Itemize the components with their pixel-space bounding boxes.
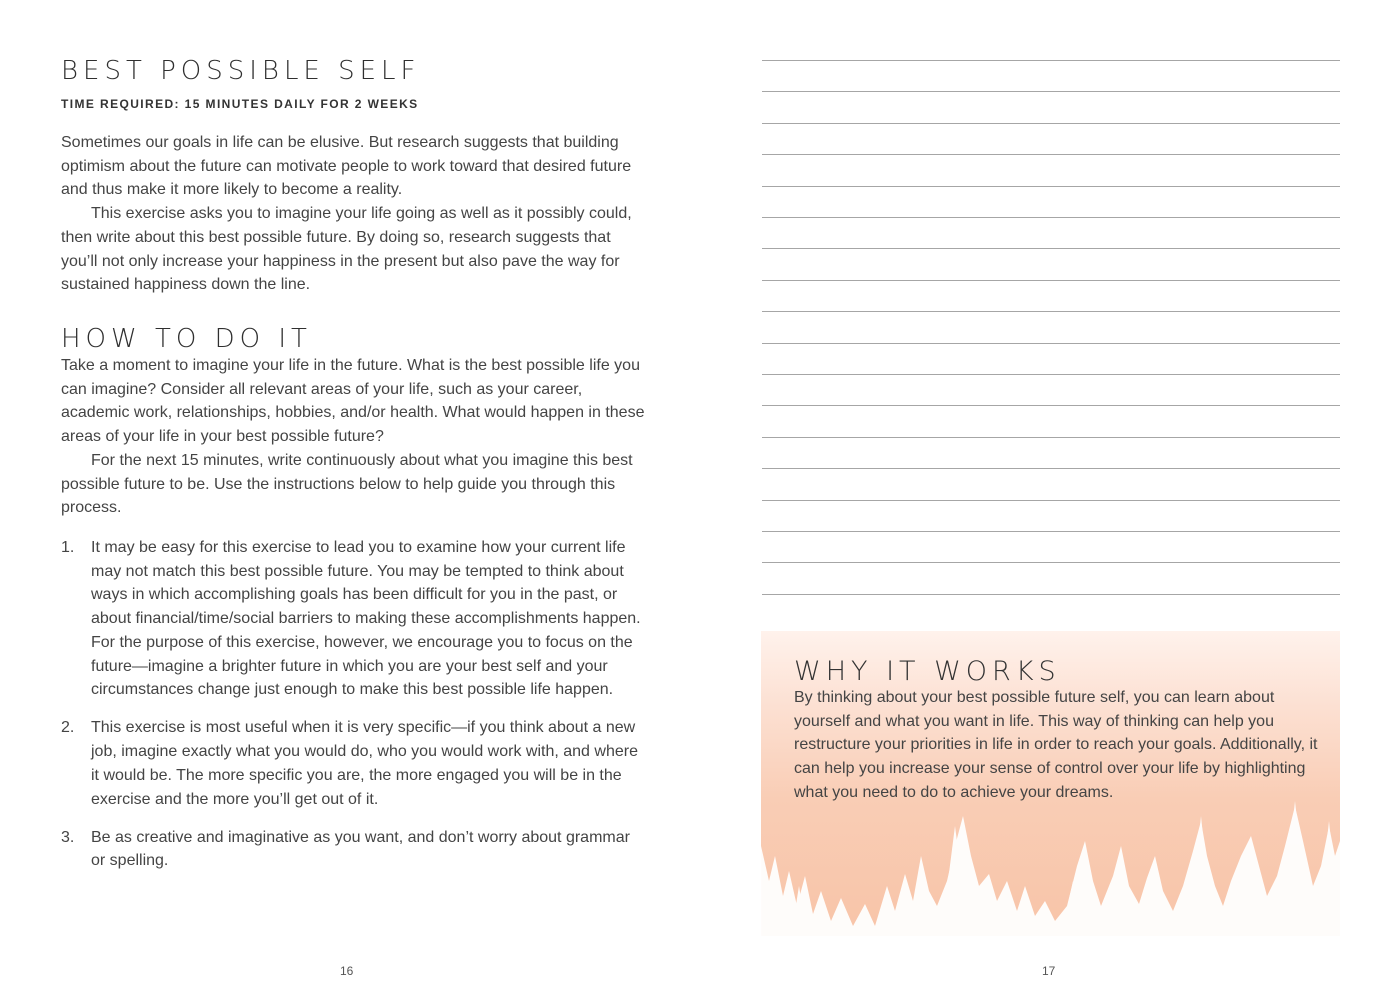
step-text: This exercise is most useful when it is very specific—if you think about a new job, imagine exactly what you would do, who you would work with, and where it would be. The more specific you are, the more engaged you will be in the exercise and the more you’ll get out of it. (91, 719, 638, 808)
step-number: 2. (61, 719, 75, 737)
intro-section (61, 131, 646, 297)
writing-line (762, 280, 1340, 281)
step-text: It may be easy for this exercise to lead you to examine how your current life may not match this best possible future. You may be tempted to think about ways in which accomplishing goals has been difficult for you in the past, or about financial/time/social barriers to making these accomplishments happen. For the purpose of this exercise, however, we encourage you to focus on the future—imagine a brighter future in which you are your best self and your circumstances change just enough to make this best possible life happen. (91, 539, 641, 699)
writing-line (762, 468, 1340, 469)
page-title: BEST POSSIBLE SELF (61, 56, 421, 86)
writing-line (762, 60, 1340, 61)
page-number-right: 17 (1042, 964, 1056, 978)
steps-list (61, 536, 646, 888)
writing-line (762, 594, 1340, 595)
writing-line (762, 123, 1340, 124)
why-it-works-heading: WHY IT WORKS (794, 656, 1061, 687)
writing-line (762, 343, 1340, 344)
writing-line (762, 531, 1340, 532)
writing-line (762, 405, 1340, 406)
writing-line (762, 562, 1340, 563)
writing-line (762, 437, 1340, 438)
list-item (61, 536, 646, 702)
time-required: TIME REQUIRED: 15 MINUTES DAILY FOR 2 WEEKS (61, 97, 419, 111)
intro-paragraph-2: This exercise asks you to imagine your life going as well as it possibly could, then write about this best possible future. By doing so, research suggests that you’ll not only increase your happiness in the present but also pave the way for sustained happiness down the line. (61, 205, 632, 294)
writing-line (762, 154, 1340, 155)
list-item (61, 826, 646, 873)
intro-paragraph-1: Sometimes our goals in life can be elusive. But research suggests that building optimism about the future can motivate people to work toward that desired future and thus make it more likely to become a reality. (61, 134, 632, 199)
writing-line (762, 374, 1340, 375)
list-item (61, 716, 646, 811)
writing-line (762, 91, 1340, 92)
step-number: 1. (61, 539, 75, 556)
how-paragraph-2: For the next 15 minutes, write continuously about what you imagine this best possible future to be. Use the instructions below to help guide you through this process. (61, 451, 633, 517)
writing-line (762, 311, 1340, 312)
writing-line (762, 186, 1340, 187)
why-it-works-text: By thinking about your best possible future self, you can learn about yourself and what you want in life. This way of thinking can help you restructure your priorities in life in order to reach your goals. Additionally, it can help you increase your sense of control over your life by highlighting what you need to do to achieve your dreams. (794, 689, 1318, 801)
writing-line (762, 500, 1340, 501)
why-it-works-box (761, 631, 1340, 936)
writing-line (762, 217, 1340, 218)
step-number: 3. (61, 828, 75, 846)
how-paragraph-1: Take a moment to imagine your life in the future. What is the best possible life you can imagine? Consider all relevant areas of your life, such as your career, academic work, relationships, hobbies, and/or health. What would happen in these areas of your life in your best possible future? (61, 357, 645, 446)
page-number-left: 16 (340, 964, 354, 978)
tree-silhouette-illustration (761, 786, 1340, 936)
writing-line (762, 248, 1340, 249)
step-text: Be as creative and imaginative as you want, and don’t worry about grammar or spelling. (91, 828, 630, 870)
how-to-section (61, 354, 646, 520)
right-page (700, 0, 1400, 1005)
how-to-heading: HOW TO DO IT (61, 324, 312, 354)
